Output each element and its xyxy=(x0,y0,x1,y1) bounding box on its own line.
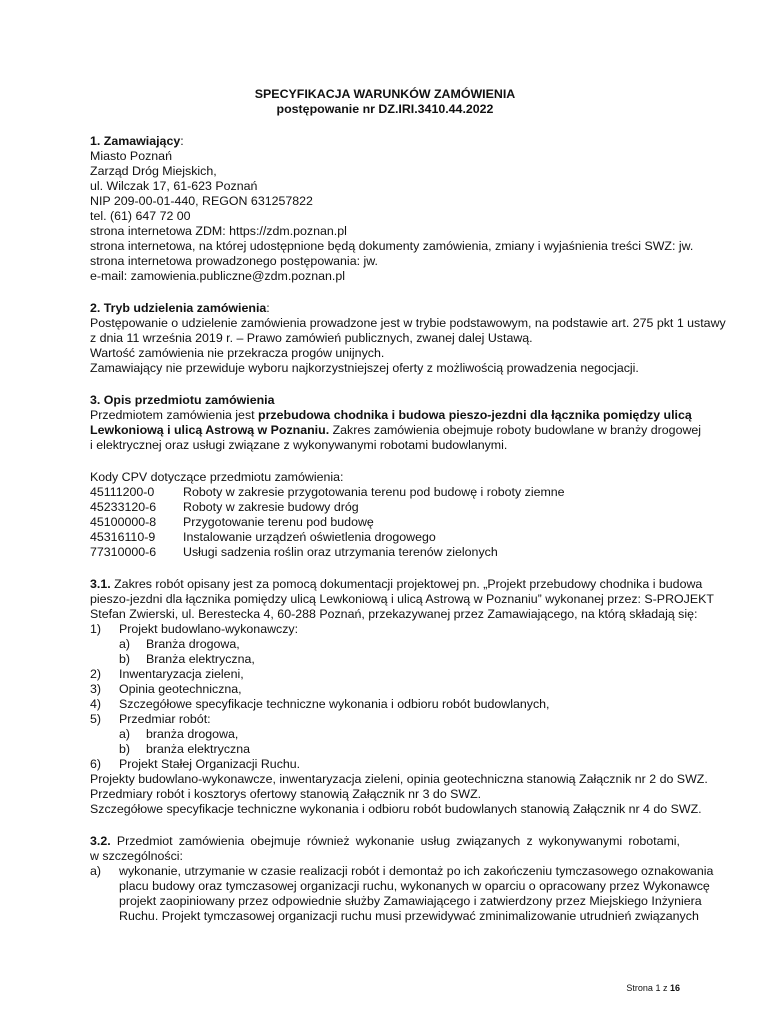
list-item: Opinia geotechniczna, xyxy=(119,682,242,696)
s31-line: pieszo-jezdni dla łącznika pomiędzy ulicą Lewkoniową i ulicą Astrową w Poznaniu” wykonanej przez: S-PROJEKT xyxy=(90,592,714,606)
s1-line: tel. (61) 647 72 00 xyxy=(90,209,191,223)
footer-separator: z xyxy=(660,983,670,993)
sublist-letter: b) xyxy=(119,742,131,756)
s32-item-line: projekt zaopiniowany przez odpowiednie służby Zamawiającego i zatwierdzony przez Miejskiego Inżyniera xyxy=(119,894,702,908)
s3-bold: przebudowa chodnika i budowa pieszo-jezdni dla łącznika pomiędzy ulicą xyxy=(258,408,692,422)
s32-item-line: placu budowy oraz tymczasowej organizacji ruchu, wykonanych w oparciu o opracowany przez Wykonawcę xyxy=(119,879,710,893)
s1-line: ul. Wilczak 17, 61-623 Poznań xyxy=(90,179,258,193)
s2-line: Wartość zamówienia nie przekracza progów unijnych. xyxy=(90,346,385,360)
sublist-item: branża drogowa, xyxy=(146,727,239,741)
s31-after-line: Przedmiary robót i kosztorys ofertowy stanowią Załącznik nr 3 do SWZ. xyxy=(90,787,482,801)
s3-para-line xyxy=(90,423,702,438)
s3-para-line xyxy=(90,408,692,423)
s2-line: z dnia 11 września 2019 r. – Prawo zamówień publicznych, zwanej dalej Ustawą. xyxy=(90,331,533,345)
s1-line: Miasto Poznań xyxy=(90,149,172,163)
s1-line: e-mail: zamowienia.publiczne@zdm.poznan.pl xyxy=(90,269,346,283)
cpv-description: Przygotowanie terenu pod budowę xyxy=(183,515,374,529)
list-number: 4) xyxy=(90,697,102,711)
list-item: Szczegółowe specyfikacje techniczne wykonania i odbioru robót budowlanych, xyxy=(119,697,550,711)
s1-line: strona internetowa, na której udostępnione będą dokumenty zamówienia, zmiany i wyjaśnienia treści SWZ: jw. xyxy=(90,239,694,253)
cpv-description: Roboty w zakresie budowy dróg xyxy=(183,500,359,514)
sublist-letter: a) xyxy=(119,727,131,741)
s31-after-line: Projekty budowlano-wykonawcze, inwentaryzacja zieleni, opinia geotechniczna stanowią Załącznik nr 2 do SWZ. xyxy=(90,772,708,786)
cpv-description: Roboty w zakresie przygotowania terenu pod budowę i roboty ziemne xyxy=(183,485,565,499)
s31-number: 3.1. xyxy=(90,577,111,591)
list-item: Inwentaryzacja zieleni, xyxy=(119,667,244,681)
cpv-code: 45233120-6 xyxy=(90,500,157,514)
cpv-code: 77310000-6 xyxy=(90,545,157,559)
list-number: 6) xyxy=(90,757,102,771)
page-footer xyxy=(626,983,680,993)
cpv-code: 45316110-9 xyxy=(90,530,156,544)
list-number: 5) xyxy=(90,712,102,726)
section-2-heading xyxy=(90,301,270,316)
footer-total: 16 xyxy=(669,983,680,993)
sublist-item: branża elektryczna xyxy=(146,742,250,756)
list-item: Projekt budowlano-wykonawczy: xyxy=(119,622,299,636)
s3-bold-2: Lewkoniową i ulicą Astrową w Poznaniu. xyxy=(90,423,330,437)
s32-line xyxy=(90,834,680,849)
list-number: 3) xyxy=(90,682,102,696)
section-2-colon: : xyxy=(266,301,270,315)
cpv-description: Instalowanie urządzeń oświetlenia drogowego xyxy=(183,530,436,544)
sublist-letter: b) xyxy=(119,652,131,666)
section-2-title: 2. Tryb udzielenia zamówienia xyxy=(90,301,267,315)
list-item: Projekt Stałej Organizacji Ruchu. xyxy=(119,757,301,771)
s32-number: 3.2. xyxy=(90,834,111,848)
s1-line: Zarząd Dróg Miejskich, xyxy=(90,164,217,178)
s31-text: Zakres robót opisany jest za pomocą dokumentacji projektowej pn. „Projekt przebudowy chodnika i budowa xyxy=(110,577,703,591)
section-1-colon: : xyxy=(180,134,184,148)
s3-prefix: Przedmiotem zamówienia jest xyxy=(90,408,259,422)
s3-rest-2: Zakres zamówienia obejmuje roboty budowlane w branży drogowej xyxy=(329,423,702,437)
s1-line: NIP 209-00-01-440, REGON 631257822 xyxy=(90,194,313,208)
sublist-letter: a) xyxy=(119,637,131,651)
document-subtitle: postępowanie nr DZ.IRI.3410.44.2022 xyxy=(276,102,494,116)
s1-line: strona internetowa prowadzonego postępowania: jw. xyxy=(90,254,378,268)
s31-line: Stefan Zwierski, ul. Berestecka 4, 60-288 Poznań, przekazywanej przez Zamawiającego, na którą składają się: xyxy=(90,607,698,621)
s31-line xyxy=(90,577,703,592)
cpv-description: Usługi sadzenia roślin oraz utrzymania terenów zielonych xyxy=(183,545,498,559)
cpv-intro: Kody CPV dotyczące przedmiotu zamówienia: xyxy=(90,470,344,484)
s31-after-line: Szczegółowe specyfikacje techniczne wykonania i odbioru robót budowlanych stanowią Załącznik nr 4 do SWZ. xyxy=(90,802,702,816)
s32-item-line: wykonanie, utrzymanie w czasie realizacji robót i demontaż po ich zakończeniu tymczasowego oznakowania xyxy=(119,864,714,878)
s32-line: w szczególności: xyxy=(90,849,183,863)
cpv-code: 45111200-0 xyxy=(90,485,155,499)
s32-item-line: Ruchu. Projekt tymczasowej organizacji ruchu musi przewidywać zminimalizowanie utrudnień związanych xyxy=(119,909,699,923)
list-number: 1) xyxy=(90,622,102,636)
s2-line: Postępowanie o udzielenie zamówienia prowadzone jest w trybie podstawowym, na podstawie art. 275 pkt 1 ustawy xyxy=(90,316,726,330)
section-1-heading xyxy=(90,134,184,149)
document-title: SPECYFIKACJA WARUNKÓW ZAMÓWIENIA xyxy=(254,87,516,101)
section-1-title: 1. Zamawiający xyxy=(90,134,181,148)
list-number: 2) xyxy=(90,667,102,681)
s32-text: Przedmiot zamówienia obejmuje również wykonanie usług związanych z wykonywanymi robotami, xyxy=(110,834,680,848)
s1-line: strona internetowa ZDM: https://zdm.poznan.pl xyxy=(90,224,347,238)
section-3-heading: 3. Opis przedmiotu zamówienia xyxy=(90,393,275,407)
s3-para-line: i elektrycznej oraz usługi związane z wykonywanymi robotami budowlanymi. xyxy=(90,438,508,452)
s2-line: Zamawiający nie przewiduje wyboru najkorzystniejszej oferty z możliwością prowadzenia negocjacji. xyxy=(90,361,639,375)
footer-page: 1 xyxy=(655,983,661,993)
cpv-code: 45100000-8 xyxy=(90,515,157,529)
s32-letter: a) xyxy=(90,864,102,878)
sublist-item: Branża drogowa, xyxy=(146,637,240,651)
list-item: Przedmiar robót: xyxy=(119,712,211,726)
footer-prefix: Strona xyxy=(626,983,656,993)
sublist-item: Branża elektryczna, xyxy=(146,652,255,666)
